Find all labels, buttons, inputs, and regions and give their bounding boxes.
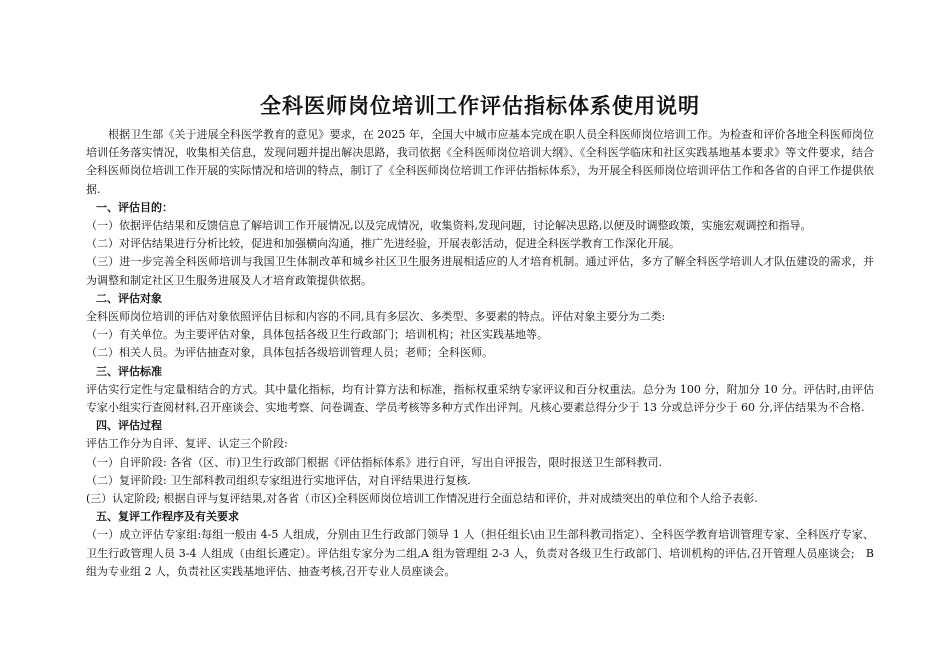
standard-paragraph: 评估实行定性与定量相结合的方式。其中量化指标，均有计算方法和标准，指标权重采纳专家评议和百分权重法。总分为 100 分，附加分 10 分。评估时,由评估专家小组实行查阅材料,召开座谈会、实地考察、问卷调查、学员考核等多种方式作出评判。凡核心要素总得分少于 13 分或总评分少于 60 分,评估结果为不合格.	[86, 382, 874, 415]
section-heading-purpose: 一、评估目的：	[96, 200, 173, 214]
target-paragraph-3: （二）相关人员。为评估抽查对象，具体包括各级培训管理人员；老师；全科医师。	[86, 346, 493, 360]
section-heading-target: 二、评估对象	[96, 291, 162, 305]
review-paragraph-1: （一）成立评估专家组:每组一般由 4-5 人组成，分别由卫生行政部门领导 1 人（担任组长\由卫生部科教司指定）、全科医学教育培训管理专家、全科医疗专家、卫生行政管理人员 3-4 人组成（由组长遴定）。评估组专家分为二组,A 组为管理组 2-3 人，负责对各级卫生行政部门、培训机构的评估,召开管理人员座谈会; B 组为专业组 2 人，负责社区实践基地评估、抽查考核,召开专业人员座谈会。	[86, 528, 874, 578]
section-heading-standard: 三、评估标准	[96, 364, 162, 378]
process-paragraph-4: (三）认定阶段; 根据自评与复评结果,对各省（市区)全科医师岗位培训工作情况进行全面总结和评价，并对成绩突出的单位和个人给予表彰.	[86, 492, 758, 506]
target-paragraph-2: （一）有关单位。为主要评估对象，具体包括各级卫生行政部门；培训机构；社区实践基地等。	[86, 328, 548, 342]
document-title: 全科医师岗位培训工作评估指标体系使用说明	[260, 93, 700, 118]
section-heading-process: 四、评估过程	[96, 419, 162, 433]
process-paragraph-3: （二）复评阶段: 卫生部科教司组织专家组进行实地评估，对自评结果进行复核.	[86, 473, 471, 487]
target-paragraph-1: 全科医师岗位培训的评估对象依照评估目标和内容的不同,具有多层次、多类型、多要素的特点。评估对象主要分为二类:	[86, 310, 666, 324]
document-body	[86, 126, 874, 581]
process-paragraph-2: （一）自评阶段: 各省（区、市)卫生行政部门根据《评估指标体系》进行自评，写出自评报告，限时报送卫生部科教司.	[86, 455, 662, 469]
purpose-item-1: （一）依据评估结果和反馈信息了解培训工作开展情况,以及完成情况，收集资料,发现问题，讨论解决思路,以便及时调整政策，实施宏观调控和指导。	[86, 219, 812, 233]
purpose-item-2: （二）对评估结果进行分析比较，促进和加强横向沟通，推广先进经验，开展表彰活动，促进全科医学教育工作深化开展。	[86, 237, 680, 251]
purpose-item-3: （三）进一步完善全科医师培训与我国卫生体制改革和城乡社区卫生服务进展相适应的人才培育机制。通过评估，多方了解全科医学培训人才队伍建设的需求，并为调整和制定社区卫生服务进展及人才培育政策提供依据。	[86, 255, 874, 287]
intro-paragraph: 根据卫生部《关于进展全科医学教育的意见》要求，在 2025 年，全国大中城市应基本完成在职人员全科医师岗位培训工作。为检查和评价各地全科医师岗位培训任务落实情况，收集相关信息，发现问题并提出解决思路，我司依据《全科医师岗位培训大纲》、《全科医学临床和社区实践基地基本要求》等文件要求，结合全科医师岗位培训工作开展的实际情况和培训的特点，制订了《全科医师岗位培训工作评估指标体系》，为开展全科医师岗位培训评估工作和各省的自评工作提供依据.	[86, 128, 874, 196]
section-heading-review: 五、复评工作程序及有关要求	[96, 510, 239, 524]
process-paragraph-1: 评估工作分为自评、复评、认定三个阶段:	[86, 437, 288, 451]
